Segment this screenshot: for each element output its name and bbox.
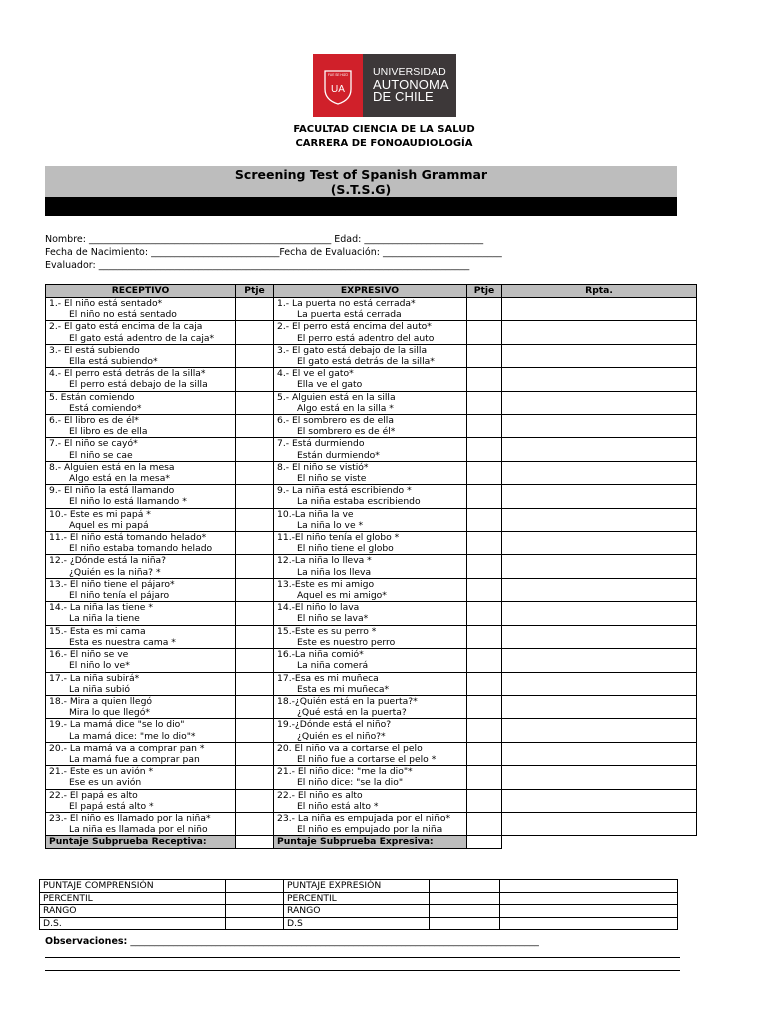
receptivo-item-option-a: 14.- La niña las tiene *	[49, 602, 153, 614]
expresivo-item-option-a: 4.- El ve el gato*	[277, 368, 354, 380]
score-body	[40, 880, 678, 930]
table-row	[46, 766, 697, 789]
receptivo-item-option-a: 1.- El niño está sentado*	[49, 298, 163, 309]
career-name: CARRERA DE FONOAUDIOLOGÍA	[295, 138, 473, 149]
expresivo-item-option-a: 15.-Este es su perro *	[277, 625, 377, 637]
expresivo-item	[274, 719, 467, 742]
receptivo-item-option-a: 15.- Esta es mi cama	[49, 625, 146, 637]
rpta-cell[interactable]	[502, 602, 697, 625]
rpta-cell[interactable]	[502, 766, 697, 789]
expresivo-item-option-a: 11.-El niño tenía el globo *	[277, 532, 400, 544]
ptje-receptivo-cell[interactable]	[236, 368, 274, 391]
rpta-cell[interactable]	[502, 485, 697, 508]
logo-shield-icon	[323, 67, 353, 105]
receptivo-item	[46, 461, 236, 484]
expresivo-item-option-b: ¿Quién es el niño?*	[297, 730, 386, 742]
score-row	[40, 917, 678, 930]
receptivo-item	[46, 298, 236, 321]
receptivo-item-option-a: 18.- Mira a quien llegó	[49, 695, 153, 707]
ptje-receptivo-cell[interactable]	[236, 812, 274, 835]
ptje-expresivo-cell[interactable]	[467, 578, 502, 601]
observations-line-1[interactable]: ______________________________________________________________________________________	[127, 936, 539, 947]
logo-wordmark	[373, 67, 449, 104]
faculty-name: FACULTAD CIENCIA DE LA SALUD	[293, 124, 475, 135]
table-row	[46, 391, 697, 414]
receptivo-item-option-b: La niña la tiene	[69, 613, 140, 625]
ptje-expresivo-cell[interactable]	[467, 789, 502, 812]
ptje-expresivo-cell[interactable]	[467, 532, 502, 555]
expresivo-item	[274, 649, 467, 672]
expresivo-item-option-a: 10.-La niña la ve	[277, 508, 354, 520]
observations-line-2[interactable]	[45, 957, 680, 958]
ptje-expresivo-cell[interactable]	[467, 812, 502, 835]
expresivo-item-option-a: 12.-La niña lo lleva *	[277, 555, 372, 567]
receptivo-item-option-b: El libro es de ella	[69, 426, 148, 438]
receptivo-item-option-b: Mira lo que llegó*	[69, 707, 150, 719]
table-row	[46, 415, 697, 438]
expresivo-item	[274, 672, 467, 695]
score-label-right: D.S	[284, 917, 430, 930]
receptivo-item-option-b: La niña es llamada por el niño	[69, 824, 208, 836]
expresivo-item-option-b: El gato está detrás de la silla*	[297, 356, 435, 368]
ptje-receptivo-cell[interactable]	[236, 391, 274, 414]
receptivo-item	[46, 789, 236, 812]
expresivo-item-option-b: El niño está alto *	[297, 800, 379, 812]
ptje-receptivo-cell[interactable]	[236, 766, 274, 789]
receptivo-item	[46, 532, 236, 555]
table-row	[46, 695, 697, 718]
rpta-cell[interactable]	[502, 391, 697, 414]
score-label-right: PUNTAJE EXPRESIÓN	[284, 880, 430, 893]
score-label-right: PERCENTIL	[284, 892, 430, 905]
table-row	[46, 602, 697, 625]
receptivo-item-option-b: El niño se cae	[69, 449, 133, 461]
receptivo-item	[46, 812, 236, 835]
receptivo-item-option-a: 5. Están comiendo	[49, 391, 135, 403]
receptivo-item	[46, 555, 236, 578]
rpta-cell[interactable]	[502, 344, 697, 367]
receptivo-item-option-a: 17.- La niña subirá*	[49, 672, 140, 684]
expresivo-item-option-b: Ella ve el gato	[297, 379, 363, 391]
table-row	[46, 344, 697, 367]
expresivo-item-option-a: 21.- El niño dice: "me la dio"*	[277, 766, 413, 778]
score-value-right[interactable]	[430, 917, 500, 930]
score-label-left: PUNTAJE COMPRENSIÓN	[40, 880, 226, 893]
logo-shield-motto: FUE SE HIZO	[327, 73, 349, 77]
expresivo-item	[274, 485, 467, 508]
score-value-right[interactable]	[430, 880, 500, 893]
test-title-line-2: (S.T.S.G)	[330, 182, 392, 197]
expresivo-item-option-b: Están durmiendo*	[297, 449, 380, 461]
ptje-receptivo-cell[interactable]	[236, 555, 274, 578]
ptje-expresivo-cell[interactable]	[467, 602, 502, 625]
table-row	[46, 438, 697, 461]
table-row	[46, 649, 697, 672]
expresivo-item	[274, 742, 467, 765]
ptje-expresivo-cell[interactable]	[467, 485, 502, 508]
expresivo-item-option-a: 1.- La puerta no está cerrada*	[277, 298, 416, 309]
ptje-expresivo-cell[interactable]	[467, 508, 502, 531]
ptje-expresivo-cell[interactable]	[467, 415, 502, 438]
expresivo-item-option-b: La niña estaba escribiendo	[297, 496, 421, 508]
receptivo-item-option-b: El papá está alto *	[69, 800, 154, 812]
expresivo-item-option-a: 8.- El niño se vistió*	[277, 461, 369, 473]
rpta-cell[interactable]	[502, 508, 697, 531]
expresivo-item-option-b: El niño tiene el globo	[297, 543, 394, 555]
receptivo-item-option-b: Aquel es mi papá	[69, 519, 149, 531]
receptivo-item-option-a: 23.- El niño es llamado por la niña*	[49, 812, 211, 824]
expresivo-item	[274, 578, 467, 601]
ptje-receptivo-cell[interactable]	[236, 532, 274, 555]
receptivo-item-option-a: 8.- Alguien está en la mesa	[49, 461, 175, 473]
header-ptje-expresivo: Ptje	[467, 285, 502, 298]
expresivo-item	[274, 766, 467, 789]
rpta-cell[interactable]	[502, 555, 697, 578]
expresivo-item-option-b: Este es nuestro perro	[297, 636, 396, 648]
receptivo-item	[46, 391, 236, 414]
ptje-expresivo-cell[interactable]	[467, 625, 502, 648]
footer-expresiva-score[interactable]	[467, 836, 502, 848]
ptje-receptivo-cell[interactable]	[236, 438, 274, 461]
receptivo-item	[46, 344, 236, 367]
rpta-cell[interactable]	[502, 742, 697, 765]
table-row	[46, 532, 697, 555]
ptje-expresivo-cell[interactable]	[467, 766, 502, 789]
observations-label: Observaciones:	[45, 936, 128, 947]
ptje-receptivo-cell[interactable]	[236, 625, 274, 648]
score-extra-cell[interactable]	[500, 905, 678, 918]
expresivo-item-option-b: Esta es mi muñeca*	[297, 683, 390, 695]
table-row	[46, 555, 697, 578]
expresivo-item-option-b: El niño fue a cortarse el pelo *	[297, 753, 437, 765]
footer-receptiva-label: Puntaje Subprueba Receptiva:	[46, 836, 236, 848]
receptivo-item	[46, 321, 236, 344]
table-row	[46, 321, 697, 344]
expresivo-item-option-a: 3.- El gato está debajo de la silla	[277, 344, 428, 356]
expresivo-item	[274, 438, 467, 461]
ptje-expresivo-cell[interactable]	[467, 438, 502, 461]
ptje-receptivo-cell[interactable]	[236, 485, 274, 508]
expresivo-item-option-b: La puerta está cerrada	[297, 309, 402, 321]
table-row	[46, 789, 697, 812]
receptivo-item-option-b: La niña subió	[69, 683, 131, 695]
header-rpta: Rpta.	[502, 285, 697, 298]
expresivo-item-option-a: 20. El niño va a cortarse el pelo	[277, 742, 423, 754]
expresivo-item	[274, 298, 467, 321]
receptivo-item-option-b: Esta es nuestra cama *	[69, 636, 176, 648]
receptivo-item-option-a: 6.- El libro es de él*	[49, 415, 139, 427]
expresivo-item-option-b: Algo está en la silla *	[297, 402, 394, 414]
receptivo-item	[46, 766, 236, 789]
expresivo-item	[274, 812, 467, 835]
expresivo-item-option-b: El niño dice: "se la dio"	[297, 777, 404, 789]
table-row	[46, 461, 697, 484]
footer-empty-cell	[502, 836, 697, 848]
score-value-left[interactable]	[226, 892, 284, 905]
expresivo-item	[274, 321, 467, 344]
expresivo-item	[274, 695, 467, 718]
receptivo-item-option-b: El perro está debajo de la silla	[69, 379, 208, 391]
logo-line-2: AUTONOMA	[373, 76, 449, 92]
receptivo-item	[46, 602, 236, 625]
score-value-left[interactable]	[226, 880, 284, 893]
ptje-expresivo-cell[interactable]	[467, 695, 502, 718]
score-extra-cell[interactable]	[500, 892, 678, 905]
score-row	[40, 905, 678, 918]
receptivo-item-option-b: Está comiendo*	[69, 402, 142, 414]
receptivo-item-option-a: 20.- La mamá va a comprar pan *	[49, 742, 205, 754]
expresivo-item-option-b: El sombrero es de él*	[297, 426, 396, 438]
table-row	[46, 742, 697, 765]
rpta-cell[interactable]	[502, 719, 697, 742]
rpta-cell[interactable]	[502, 649, 697, 672]
receptivo-item	[46, 438, 236, 461]
receptivo-item-option-b: El niño lo ve*	[69, 660, 130, 672]
score-extra-cell[interactable]	[500, 917, 678, 930]
receptivo-item-option-a: 22.- El papá es alto	[49, 789, 138, 801]
rpta-cell[interactable]	[502, 532, 697, 555]
receptivo-item-option-a: 3.- El está subiendo	[49, 344, 140, 356]
footer-receptiva-score[interactable]	[236, 836, 274, 848]
items-body	[46, 298, 697, 836]
rpta-cell[interactable]	[502, 415, 697, 438]
receptivo-item	[46, 625, 236, 648]
ptje-receptivo-cell[interactable]	[236, 789, 274, 812]
expresivo-item-option-a: 18.-¿Quién está en la puerta?*	[277, 695, 418, 707]
expresivo-item-option-a: 22.- El niño es alto	[277, 789, 363, 801]
header-ptje-receptivo: Ptje	[236, 285, 274, 298]
table-row	[46, 719, 697, 742]
table-row	[46, 578, 697, 601]
title-divider-band	[45, 197, 677, 216]
score-summary-table	[39, 879, 678, 930]
header-receptivo: RECEPTIVO	[46, 285, 236, 298]
expresivo-item-option-b: ¿Qué está en la puerta?	[297, 707, 407, 719]
ptje-receptivo-cell[interactable]	[236, 298, 274, 321]
receptivo-item-option-b: La mamá dice: "me lo dio"*	[69, 730, 196, 742]
ptje-receptivo-cell[interactable]	[236, 321, 274, 344]
field-name-age: Nombre: ___________________________________________________ Edad: _________________________	[45, 234, 484, 245]
receptivo-item-option-b: El niño lo está llamando *	[69, 496, 187, 508]
ptje-expresivo-cell[interactable]	[467, 298, 502, 321]
rpta-cell[interactable]	[502, 578, 697, 601]
ptje-expresivo-cell[interactable]	[467, 368, 502, 391]
ptje-expresivo-cell[interactable]	[467, 649, 502, 672]
receptivo-item	[46, 415, 236, 438]
score-value-right[interactable]	[430, 892, 500, 905]
score-extra-cell[interactable]	[500, 880, 678, 893]
ptje-expresivo-cell[interactable]	[467, 555, 502, 578]
observations	[45, 936, 539, 947]
rpta-cell[interactable]	[502, 672, 697, 695]
receptivo-item-option-a: 11.- El niño está tomando helado*	[49, 532, 207, 544]
expresivo-item	[274, 532, 467, 555]
ptje-expresivo-cell[interactable]	[467, 391, 502, 414]
test-title	[45, 166, 677, 197]
expresivo-item-option-b: El niño se viste	[297, 473, 367, 485]
ptje-receptivo-cell[interactable]	[236, 578, 274, 601]
expresivo-item	[274, 508, 467, 531]
receptivo-item	[46, 368, 236, 391]
ptje-receptivo-cell[interactable]	[236, 461, 274, 484]
table-row	[46, 812, 697, 835]
score-label-left: D.S.	[40, 917, 226, 930]
ptje-expresivo-cell[interactable]	[467, 672, 502, 695]
receptivo-item-option-b: El gato está adentro de la caja*	[69, 332, 215, 344]
ptje-receptivo-cell[interactable]	[236, 719, 274, 742]
score-label-left: PERCENTIL	[40, 892, 226, 905]
university-logo	[313, 54, 456, 117]
expresivo-item-option-a: 19.-¿Dónde está el niño?	[277, 719, 392, 731]
expresivo-item	[274, 344, 467, 367]
receptivo-item-option-a: 16.- El niño se ve	[49, 649, 129, 661]
receptivo-item	[46, 742, 236, 765]
expresivo-item-option-b: La niña los lleva	[297, 566, 372, 578]
expresivo-item	[274, 415, 467, 438]
score-value-left[interactable]	[226, 905, 284, 918]
test-title-line-1: Screening Test of Spanish Grammar	[234, 167, 488, 182]
receptivo-item-option-b: La mamá fue a comprar pan	[69, 753, 200, 765]
expresivo-item-option-a: 13.-Este es mi amigo	[277, 578, 375, 590]
ptje-receptivo-cell[interactable]	[236, 742, 274, 765]
score-row	[40, 892, 678, 905]
receptivo-item-option-a: 4.- El perro está detrás de la silla*	[49, 368, 206, 380]
expresivo-item	[274, 555, 467, 578]
receptivo-item	[46, 672, 236, 695]
expresivo-item-option-a: 16.-La niña comió*	[277, 649, 364, 661]
ptje-receptivo-cell[interactable]	[236, 415, 274, 438]
field-dates: Fecha de Nacimiento: ___________________________Fecha de Evaluación: _________________________	[45, 247, 502, 258]
expresivo-item-option-a: 14.-El niño lo lava	[277, 602, 360, 614]
expresivo-item	[274, 461, 467, 484]
rpta-cell[interactable]	[502, 812, 697, 835]
expresivo-item-option-a: 23.- La niña es empujada por el niño*	[277, 812, 451, 824]
score-value-right[interactable]	[430, 905, 500, 918]
receptivo-item-option-b: El niño tenía el pájaro	[69, 590, 170, 602]
ptje-receptivo-cell[interactable]	[236, 602, 274, 625]
rpta-cell[interactable]	[502, 461, 697, 484]
expresivo-item	[274, 368, 467, 391]
ptje-expresivo-cell[interactable]	[467, 719, 502, 742]
receptivo-item-option-a: 10.- Este es mi papá *	[49, 508, 151, 520]
rpta-cell[interactable]	[502, 368, 697, 391]
table-row	[46, 672, 697, 695]
table-row	[46, 485, 697, 508]
field-evaluator: Evaluador: ______________________________________________________________________________	[45, 260, 470, 271]
expresivo-item-option-b: La niña lo ve *	[297, 519, 364, 531]
receptivo-item-option-b: El niño no está sentado	[69, 309, 177, 321]
table-footer-row	[46, 836, 697, 848]
receptivo-item	[46, 695, 236, 718]
expresivo-item-option-a: 9.- La niña está escribiendo *	[277, 485, 412, 497]
observations-line-3[interactable]	[45, 970, 680, 971]
rpta-cell[interactable]	[502, 695, 697, 718]
table-header-row	[46, 285, 697, 298]
receptivo-item-option-a: 12.- ¿Dónde está la niña?	[49, 555, 167, 567]
receptivo-item-option-a: 9.- El niño la está llamando	[49, 485, 175, 497]
logo-line-3: DE CHILE	[373, 89, 434, 104]
ptje-expresivo-cell[interactable]	[467, 344, 502, 367]
score-label-left: RANGO	[40, 905, 226, 918]
expresivo-item-option-a: 5.- Alguien está en la silla	[277, 391, 396, 403]
footer-expresiva-label: Puntaje Subprueba Expresiva:	[274, 836, 467, 848]
expresivo-item-option-a: 17.-Esa es mi muñeca	[277, 672, 379, 684]
receptivo-item-option-a: 19.- La mamá dice "se lo dio"	[49, 719, 185, 731]
receptivo-item-option-b: Algo está en la mesa*	[69, 473, 170, 485]
expresivo-item-option-b: La niña comerá	[297, 660, 369, 672]
receptivo-item	[46, 508, 236, 531]
logo-red-panel	[313, 54, 363, 117]
score-row	[40, 880, 678, 893]
expresivo-item-option-b: El niño se lava*	[297, 613, 369, 625]
receptivo-item	[46, 485, 236, 508]
ptje-expresivo-cell[interactable]	[467, 742, 502, 765]
receptivo-item	[46, 649, 236, 672]
expresivo-item	[274, 625, 467, 648]
rpta-cell[interactable]	[502, 438, 697, 461]
expresivo-item-option-b: El niño es empujado por la niña	[297, 824, 443, 836]
table-row	[46, 625, 697, 648]
logo-line-1: UNIVERSIDAD	[373, 66, 446, 78]
ptje-expresivo-cell[interactable]	[467, 461, 502, 484]
ptje-receptivo-cell[interactable]	[236, 649, 274, 672]
ptje-receptivo-cell[interactable]	[236, 508, 274, 531]
receptivo-item	[46, 578, 236, 601]
expresivo-item-option-a: 7.- Está durmiendo	[277, 438, 365, 450]
rpta-cell[interactable]	[502, 789, 697, 812]
expresivo-item-option-b: Aquel es mi amigo*	[297, 590, 387, 602]
ptje-expresivo-cell[interactable]	[467, 321, 502, 344]
header-expresivo: EXPRESIVO	[274, 285, 467, 298]
receptivo-item	[46, 719, 236, 742]
table-row	[46, 368, 697, 391]
receptivo-item-option-a: 2.- El gato está encima de la caja	[49, 321, 203, 333]
expresivo-item	[274, 391, 467, 414]
table-row	[46, 298, 697, 321]
receptivo-item-option-b: Ese es un avión	[69, 777, 142, 789]
score-label-right: RANGO	[284, 905, 430, 918]
rpta-cell[interactable]	[502, 321, 697, 344]
test-items-table	[45, 284, 697, 849]
receptivo-item-option-a: 7.- El niño se cayó*	[49, 438, 138, 450]
expresivo-item-option-b: El perro está adentro del auto	[297, 332, 435, 344]
expresivo-item-option-a: 2.- El perro está encima del auto*	[277, 321, 432, 333]
expresivo-item	[274, 602, 467, 625]
logo-shield-initials: UA	[331, 84, 345, 95]
ptje-receptivo-cell[interactable]	[236, 672, 274, 695]
receptivo-item-option-a: 21.- Este es un avión *	[49, 766, 154, 778]
expresivo-item	[274, 789, 467, 812]
score-value-left[interactable]	[226, 917, 284, 930]
rpta-cell[interactable]	[502, 298, 697, 321]
receptivo-item-option-a: 13.- El niño tiene el pájaro*	[49, 578, 175, 590]
expresivo-item-option-a: 6.- El sombrero es de ella	[277, 415, 394, 427]
ptje-receptivo-cell[interactable]	[236, 344, 274, 367]
table-row	[46, 508, 697, 531]
receptivo-item-option-b: El niño estaba tomando helado	[69, 543, 213, 555]
rpta-cell[interactable]	[502, 625, 697, 648]
receptivo-item-option-b: Ella está subiendo*	[69, 356, 158, 368]
ptje-receptivo-cell[interactable]	[236, 695, 274, 718]
receptivo-item-option-b: ¿Quién es la niña? *	[69, 566, 161, 578]
